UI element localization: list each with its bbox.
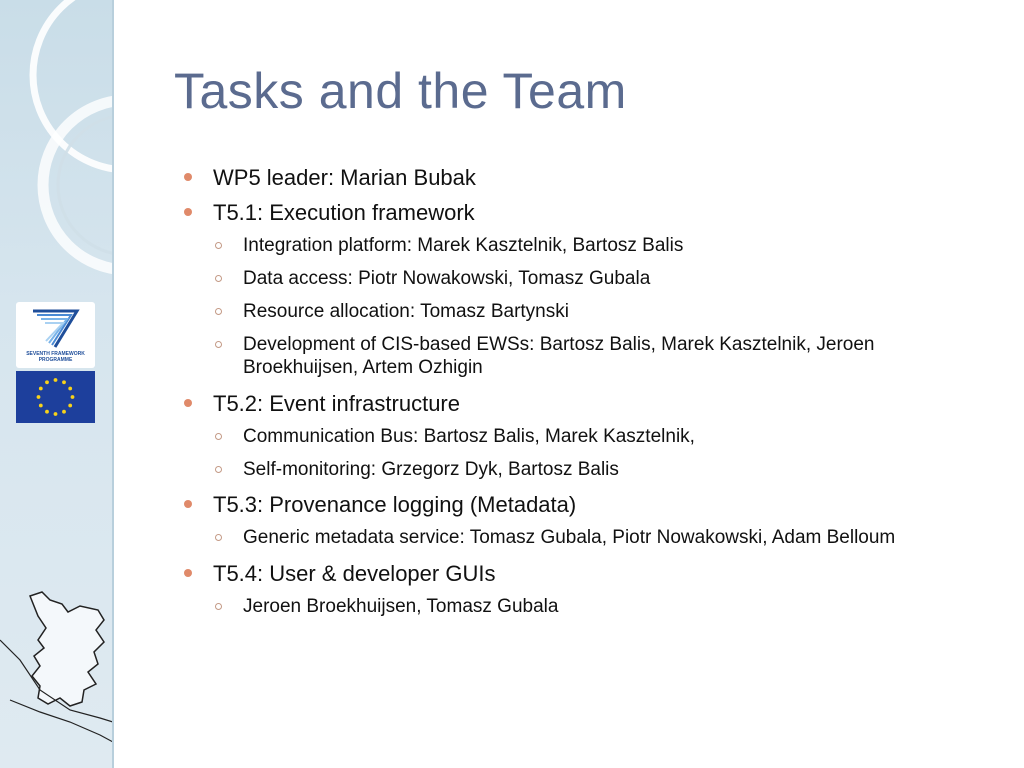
sub-list-item: [184, 267, 984, 290]
list-item-text: WP5 leader: Marian Bubak: [213, 165, 476, 190]
sub-list-item-text: Generic metadata service: Tomasz Gubala, Piotr Nowakowski, Adam Belloum: [243, 527, 896, 548]
bullet-list: [184, 164, 984, 628]
sub-list-item-text: Integration platform: Marek Kasztelnik, Bartosz Balis: [243, 235, 684, 256]
list-item: [184, 491, 984, 518]
fp7-logo: [16, 302, 95, 368]
fp7-caption-1: SEVENTH FRAMEWORK: [26, 351, 85, 357]
bullet-icon: [184, 399, 192, 407]
sub-list-item: [184, 234, 984, 257]
bullet-icon: [184, 208, 192, 216]
sub-list-item: [184, 300, 984, 323]
eu-flag-icon: [16, 371, 95, 423]
sub-list-item-text: Self-monitoring: Grzegorz Dyk, Bartosz Balis: [243, 459, 619, 480]
sub-bullet-icon: [215, 534, 222, 541]
sidebar-divider: [112, 0, 114, 768]
bullet-icon: [184, 500, 192, 508]
list-item: [184, 199, 984, 226]
sub-list-item: [184, 458, 984, 481]
sub-bullet-icon: [215, 433, 222, 440]
list-item-text: T5.1: Execution framework: [213, 200, 475, 225]
sub-list-item-text: Data access: Piotr Nowakowski, Tomasz Gubala: [243, 268, 651, 289]
list-item-text: T5.4: User & developer GUIs: [213, 561, 496, 586]
list-item: [184, 560, 984, 587]
slide-title: Tasks and the Team: [174, 63, 627, 119]
fp7-caption-2: PROGRAMME: [38, 357, 73, 363]
sub-list-item: [184, 425, 984, 448]
sidebar-panel: [0, 0, 113, 768]
list-item-text: T5.2: Event infrastructure: [213, 391, 460, 416]
sub-bullet-icon: [215, 603, 222, 610]
bullet-icon: [184, 569, 192, 577]
list-item: [184, 164, 984, 191]
sub-bullet-icon: [215, 466, 222, 473]
sub-bullet-icon: [215, 242, 222, 249]
sub-list-item: [184, 333, 984, 379]
sub-list-item-text: Development of CIS-based EWSs: Bartosz Balis, Marek Kasztelnik, Jeroen Broekhuijsen, Artem Ozhigin: [243, 334, 875, 378]
list-item: [184, 390, 984, 417]
sub-bullet-icon: [215, 341, 222, 348]
sub-list-item-text: Jeroen Broekhuijsen, Tomasz Gubala: [243, 596, 559, 617]
sub-list-item: [184, 526, 984, 549]
list-item-text: T5.3: Provenance logging (Metadata): [213, 492, 577, 517]
sub-list-item-text: Communication Bus: Bartosz Balis, Marek Kasztelnik,: [243, 426, 695, 447]
sub-bullet-icon: [215, 308, 222, 315]
sub-list-item: [184, 595, 984, 618]
bullet-icon: [184, 173, 192, 181]
fp7-seven-icon: [27, 307, 85, 351]
sub-bullet-icon: [215, 275, 222, 282]
sub-list-item-text: Resource allocation: Tomasz Bartynski: [243, 301, 569, 322]
